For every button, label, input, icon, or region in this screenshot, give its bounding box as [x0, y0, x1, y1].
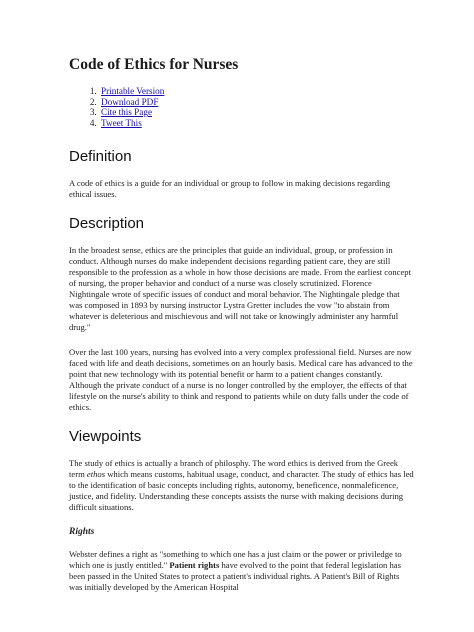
rights-heading: Rights	[69, 527, 95, 538]
viewpoints-heading: Viewpoints	[69, 427, 142, 445]
toc-item	[99, 118, 414, 129]
cite-page-link[interactable]: Cite this Page	[101, 107, 153, 118]
ethos-term: ethos	[86, 468, 106, 479]
toc-item	[99, 97, 414, 108]
description-paragraph-1: In the broadest sense, ethics are the principles that guide an individual, group, or profession in conduct. Although nurses do make independent decisions regarding patient care, they are still responsible to the profession as a whole in how those decisions are made. From the earliest concept of nursing, the proper behavior and conduct of a nurse was closely scrutinized. Florence Nightingale wrote of specific issues of conduct and moral behavior. The Nightingale pledge that was composed in 1893 by nursing instructor Lystra Gretter includes the vow "to abstain from whatever is deleterious and mischievous and will not take or knowingly administer any harmful drug."	[69, 245, 411, 332]
printable-version-link[interactable]: Printable Version	[101, 86, 165, 96]
rights-text-end: have evolved to the point that federal legislation has been passed in the United States to protect a patient's individual rights. A Patient's Bill of Rights was initially developed by the American Hospital	[69, 560, 401, 593]
viewpoints-text-end: which means customs, habitual usage, conduct, and character. The study of ethics has led to the identification of basic concepts including rights, autonomy, beneficence, nonmaleficence, justice, and fidelity. Understanding these concepts assists the nurse with making decisions during difficult situations.	[69, 468, 414, 512]
rights-text-start: Webster defines a right as "something to which one has a just claim or the power or priviledge to which one is justly entitled."	[69, 549, 402, 571]
toc-item	[99, 107, 414, 118]
definition-heading: Definition	[69, 148, 132, 166]
patient-rights-term: Patient rights	[169, 560, 220, 571]
download-pdf-link[interactable]: Download PDF	[101, 96, 159, 107]
toc-item	[99, 86, 414, 97]
definition-text: A code of ethics is a guide for an individual or group to follow in making decisions regarding ethical issues.	[69, 178, 391, 200]
viewpoints-text-start: The study of ethics is actually a branch of philosphy. The word ethics is derived from the Greek term	[69, 457, 399, 479]
description-paragraph-2: Over the last 100 years, nursing has evolved into a very complex professional field. Nurses are now faced with life and death decisions, sometimes on an hourly basis. Medical care has advanced to the point that new technology with its potential benefit or harm to a patient changes constantly. Although the private conduct of a nurse is no longer controlled by the employer, the effects of that lifestyle on the nurse's ability to think and respond to patients while on duty falls under the code of ethics.	[69, 347, 413, 412]
tweet-this-link[interactable]: Tweet This	[101, 117, 142, 128]
description-heading: Description	[69, 215, 145, 233]
rights-paragraph	[69, 549, 414, 593]
toc-list	[69, 86, 414, 128]
page-title: Code of Ethics for Nurses	[69, 56, 239, 73]
viewpoints-paragraph	[69, 458, 414, 513]
